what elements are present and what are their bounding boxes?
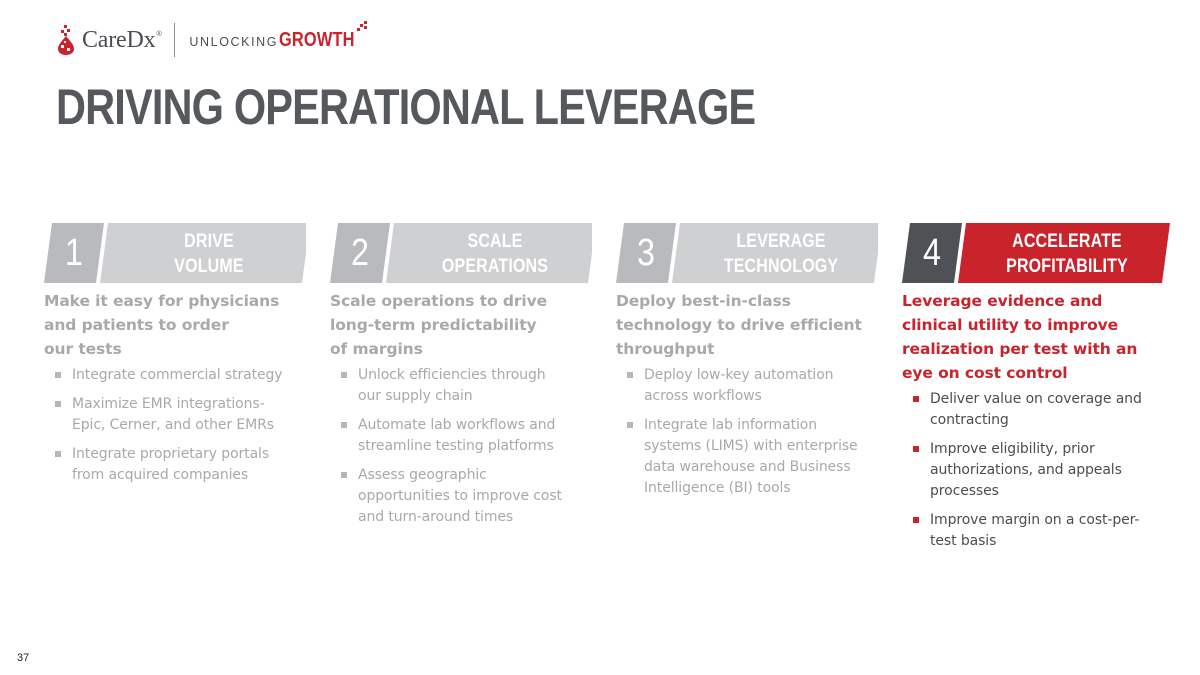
bullet-item: Integrate lab information systems (LIMS) with enterprise data warehouse and Business Intelligence (BI) tools — [624, 415, 878, 499]
bullet-item: Integrate commercial strategy — [52, 365, 306, 386]
logo-divider — [174, 23, 175, 57]
square-bullet-icon — [55, 401, 61, 407]
square-bullet-icon — [341, 422, 347, 428]
square-bullet-icon — [627, 422, 633, 428]
bullet-item: Deliver value on coverage and contracting — [910, 389, 1164, 431]
page-number: 37 — [17, 652, 30, 664]
page-title: DRIVING OPERATIONAL LEVERAGE — [56, 79, 756, 135]
pillar-number: 3 — [637, 231, 655, 274]
caredx-logo — [55, 20, 371, 60]
pillar-heading: Leverage evidence and clinical utility to improve realization per test with an eye on cost control — [902, 292, 1138, 382]
pillar-column-2 — [330, 223, 592, 536]
square-bullet-icon — [55, 451, 61, 457]
pillar-bullet-list — [902, 389, 1164, 552]
pillar-banner — [44, 223, 306, 283]
bullet-item: Integrate proprietary portals from acquired companies — [52, 444, 306, 486]
bullet-item: Maximize EMR integrations- Epic, Cerner, and other EMRs — [52, 394, 306, 436]
pillar-column-4 — [902, 223, 1164, 560]
pillar-banner — [330, 223, 592, 283]
square-bullet-icon — [627, 372, 633, 378]
pillar-bullet-list — [330, 365, 592, 528]
square-bullet-icon — [341, 372, 347, 378]
square-bullet-icon — [913, 517, 919, 523]
pillar-number: 4 — [923, 231, 941, 274]
bullet-item: Improve margin on a cost-per- test basis — [910, 510, 1164, 552]
pillar-heading: Make it easy for physicians and patients to order our tests — [44, 292, 280, 358]
tagline-unlocking: UNLOCKING — [189, 34, 279, 49]
pillar-number: 2 — [351, 231, 369, 274]
bullet-item: Improve eligibility, prior authorizations, and appeals processes — [910, 439, 1164, 502]
bullet-item: Unlock efficiencies through our supply chain — [338, 365, 592, 407]
bullet-item: Deploy low-key automation across workflows — [624, 365, 878, 407]
bullet-item: Assess geographic opportunities to improve cost and turn-around times — [338, 465, 592, 528]
pillar-banner — [616, 223, 878, 283]
pillar-number: 1 — [65, 231, 83, 274]
pillar-bullet-list — [44, 365, 306, 486]
growth-pixels-icon — [354, 21, 368, 33]
square-bullet-icon — [55, 372, 61, 378]
unlocking-growth-tagline — [189, 29, 371, 52]
pillar-label: DRIVE VOLUME — [174, 230, 244, 277]
pillar-heading: Scale operations to drive long-term predictability of margins — [330, 292, 548, 358]
square-bullet-icon — [913, 446, 919, 452]
tagline-growth: GROWTH — [279, 28, 355, 51]
pillar-column-3 — [616, 223, 878, 507]
bullet-item: Automate lab workflows and streamline testing platforms — [338, 415, 592, 457]
pillar-label: ACCELERATE PROFITABILITY — [1006, 230, 1128, 277]
pillar-column-1 — [44, 223, 306, 494]
pillar-banner — [902, 223, 1164, 283]
pillar-label: LEVERAGE TECHNOLOGY — [723, 230, 839, 277]
logo-wordmark: CareDx® — [82, 26, 162, 53]
caredx-logo-mark-icon — [55, 24, 77, 56]
square-bullet-icon — [341, 472, 347, 478]
pillar-heading: Deploy best-in-class technology to drive efficient throughput — [616, 292, 862, 358]
pillar-label: SCALE OPERATIONS — [441, 230, 549, 277]
square-bullet-icon — [913, 396, 919, 402]
pillar-bullet-list — [616, 365, 878, 499]
